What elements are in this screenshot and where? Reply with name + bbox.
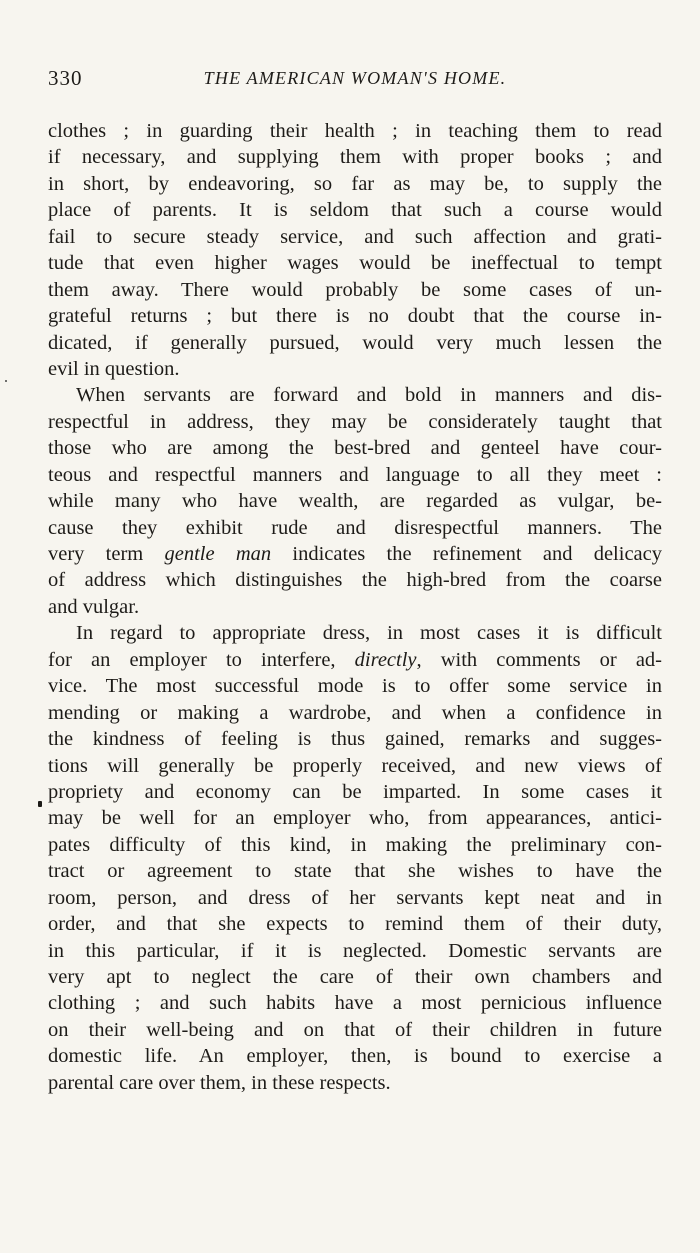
text-run: pates difficulty of this kind, in making the preliminary con-: [48, 833, 662, 856]
text-line: [48, 197, 662, 223]
text-run: clothes ; in guarding their health ; in teaching them to read: [48, 120, 662, 142]
text-line: [48, 515, 662, 541]
text-run: mending or making a wardrobe, and when a confidence in: [48, 701, 662, 724]
text-line: [48, 805, 662, 831]
text-line: [48, 620, 662, 646]
text-run: clothing ; and such habits have a most pernicious influence: [48, 992, 662, 1015]
text-line: [48, 250, 662, 276]
text-run: room, person, and dress of her servants kept neat and in: [48, 886, 662, 909]
text-run: if necessary, and supplying them with proper books ; and: [48, 146, 662, 169]
text-line: [48, 779, 662, 805]
text-run: indicates the refinement and delicacy: [271, 543, 662, 565]
text-line: [48, 1070, 662, 1096]
text-line: [48, 858, 662, 884]
text-line: [48, 171, 662, 197]
text-run: may be well for an employer who, from appearances, antici-: [48, 807, 662, 830]
text-run: order, and that she expects to remind them of their duty,: [48, 913, 662, 936]
text-line: [48, 277, 662, 303]
text-run: the kindness of feeling is thus gained, remarks and sugges-: [48, 728, 662, 751]
text-run: them away. There would probably be some cases of un-: [48, 278, 662, 301]
body-text: [48, 118, 662, 1096]
text-line: [48, 1017, 662, 1043]
text-run: cause they exhibit rude and disrespectful manners. The: [48, 516, 662, 539]
text-line: [48, 382, 662, 408]
text-run: In regard to appropriate dress, in most cases it is difficult: [76, 622, 662, 645]
running-head: THE AMERICAN WOMAN'S HOME.: [203, 68, 507, 88]
text-run: domestic life. An employer, then, is bound to exercise a: [48, 1045, 662, 1068]
text-run: teous and respectful manners and language to all they meet :: [48, 463, 662, 486]
text-line: [48, 1043, 662, 1069]
text-line: [48, 118, 662, 144]
page-header: [48, 66, 662, 96]
text-run: tions will generally be properly received, and new views of: [48, 754, 662, 777]
emphasis: gentle man: [164, 543, 272, 565]
text-line: [48, 832, 662, 858]
text-line: [48, 673, 662, 699]
text-run: , with comments or ad-: [416, 648, 662, 671]
text-line: [48, 990, 662, 1016]
paragraph: [48, 118, 662, 382]
text-line: [48, 647, 662, 673]
text-line: [48, 594, 662, 620]
text-run: for an employer to interfere,: [48, 648, 355, 671]
paragraph: [48, 620, 662, 1096]
text-line: [48, 938, 662, 964]
page-number: 330: [48, 66, 83, 90]
text-run: while many who have wealth, are regarded as vulgar, be-: [48, 490, 662, 513]
text-run: of address which distinguishes the high-bred from the coarse: [48, 569, 662, 592]
text-run: and vulgar.: [48, 595, 140, 618]
text-run: very apt to neglect the care of their own chambers and: [48, 966, 662, 988]
text-line: [48, 356, 662, 382]
text-line: [48, 144, 662, 170]
text-run: fail to secure steady service, and such affection and grati-: [48, 225, 662, 248]
text-line: [48, 700, 662, 726]
text-line: [48, 303, 662, 329]
text-run: those who are among the best-bred and genteel have cour-: [48, 437, 662, 460]
text-line: [48, 541, 662, 567]
text-run: respectful in address, they may be considerately taught that: [48, 410, 662, 433]
text-line: [48, 409, 662, 435]
emphasis: directly: [354, 648, 417, 671]
text-run: on their well-being and on that of their children in future: [48, 1018, 662, 1041]
text-run: When servants are forward and bold in manners and dis-: [76, 384, 662, 407]
text-run: place of parents. It is seldom that such a course would: [48, 199, 662, 222]
text-line: [48, 885, 662, 911]
text-run: dicated, if generally pursued, would very much lessen the: [48, 331, 662, 354]
text-line: [48, 567, 662, 593]
text-line: [48, 964, 662, 990]
text-run: in this particular, if it is neglected. Domestic servants are: [48, 939, 662, 962]
text-line: [48, 224, 662, 250]
text-run: tude that even higher wages would be ineffectual to tempt: [48, 252, 662, 275]
text-line: [48, 435, 662, 461]
text-line: [48, 911, 662, 937]
text-run: tract or agreement to state that she wishes to have the: [48, 860, 662, 883]
ink-speck: [5, 380, 7, 382]
text-line: [48, 726, 662, 752]
text-line: [48, 330, 662, 356]
margin-mark: [38, 801, 42, 807]
text-run: propriety and economy can be imparted. In some cases it: [48, 780, 662, 803]
text-run: grateful returns ; but there is no doubt that the course in-: [48, 305, 662, 328]
text-run: evil in question.: [48, 357, 180, 380]
text-run: in short, by endeavoring, so far as may be, to supply the: [48, 172, 662, 195]
text-line: [48, 753, 662, 779]
text-run: very term: [48, 543, 165, 565]
paragraph: [48, 382, 662, 620]
text-run: vice. The most successful mode is to offer some service in: [48, 675, 662, 698]
text-line: [48, 462, 662, 488]
text-run: parental care over them, in these respects.: [48, 1071, 391, 1094]
text-line: [48, 488, 662, 514]
